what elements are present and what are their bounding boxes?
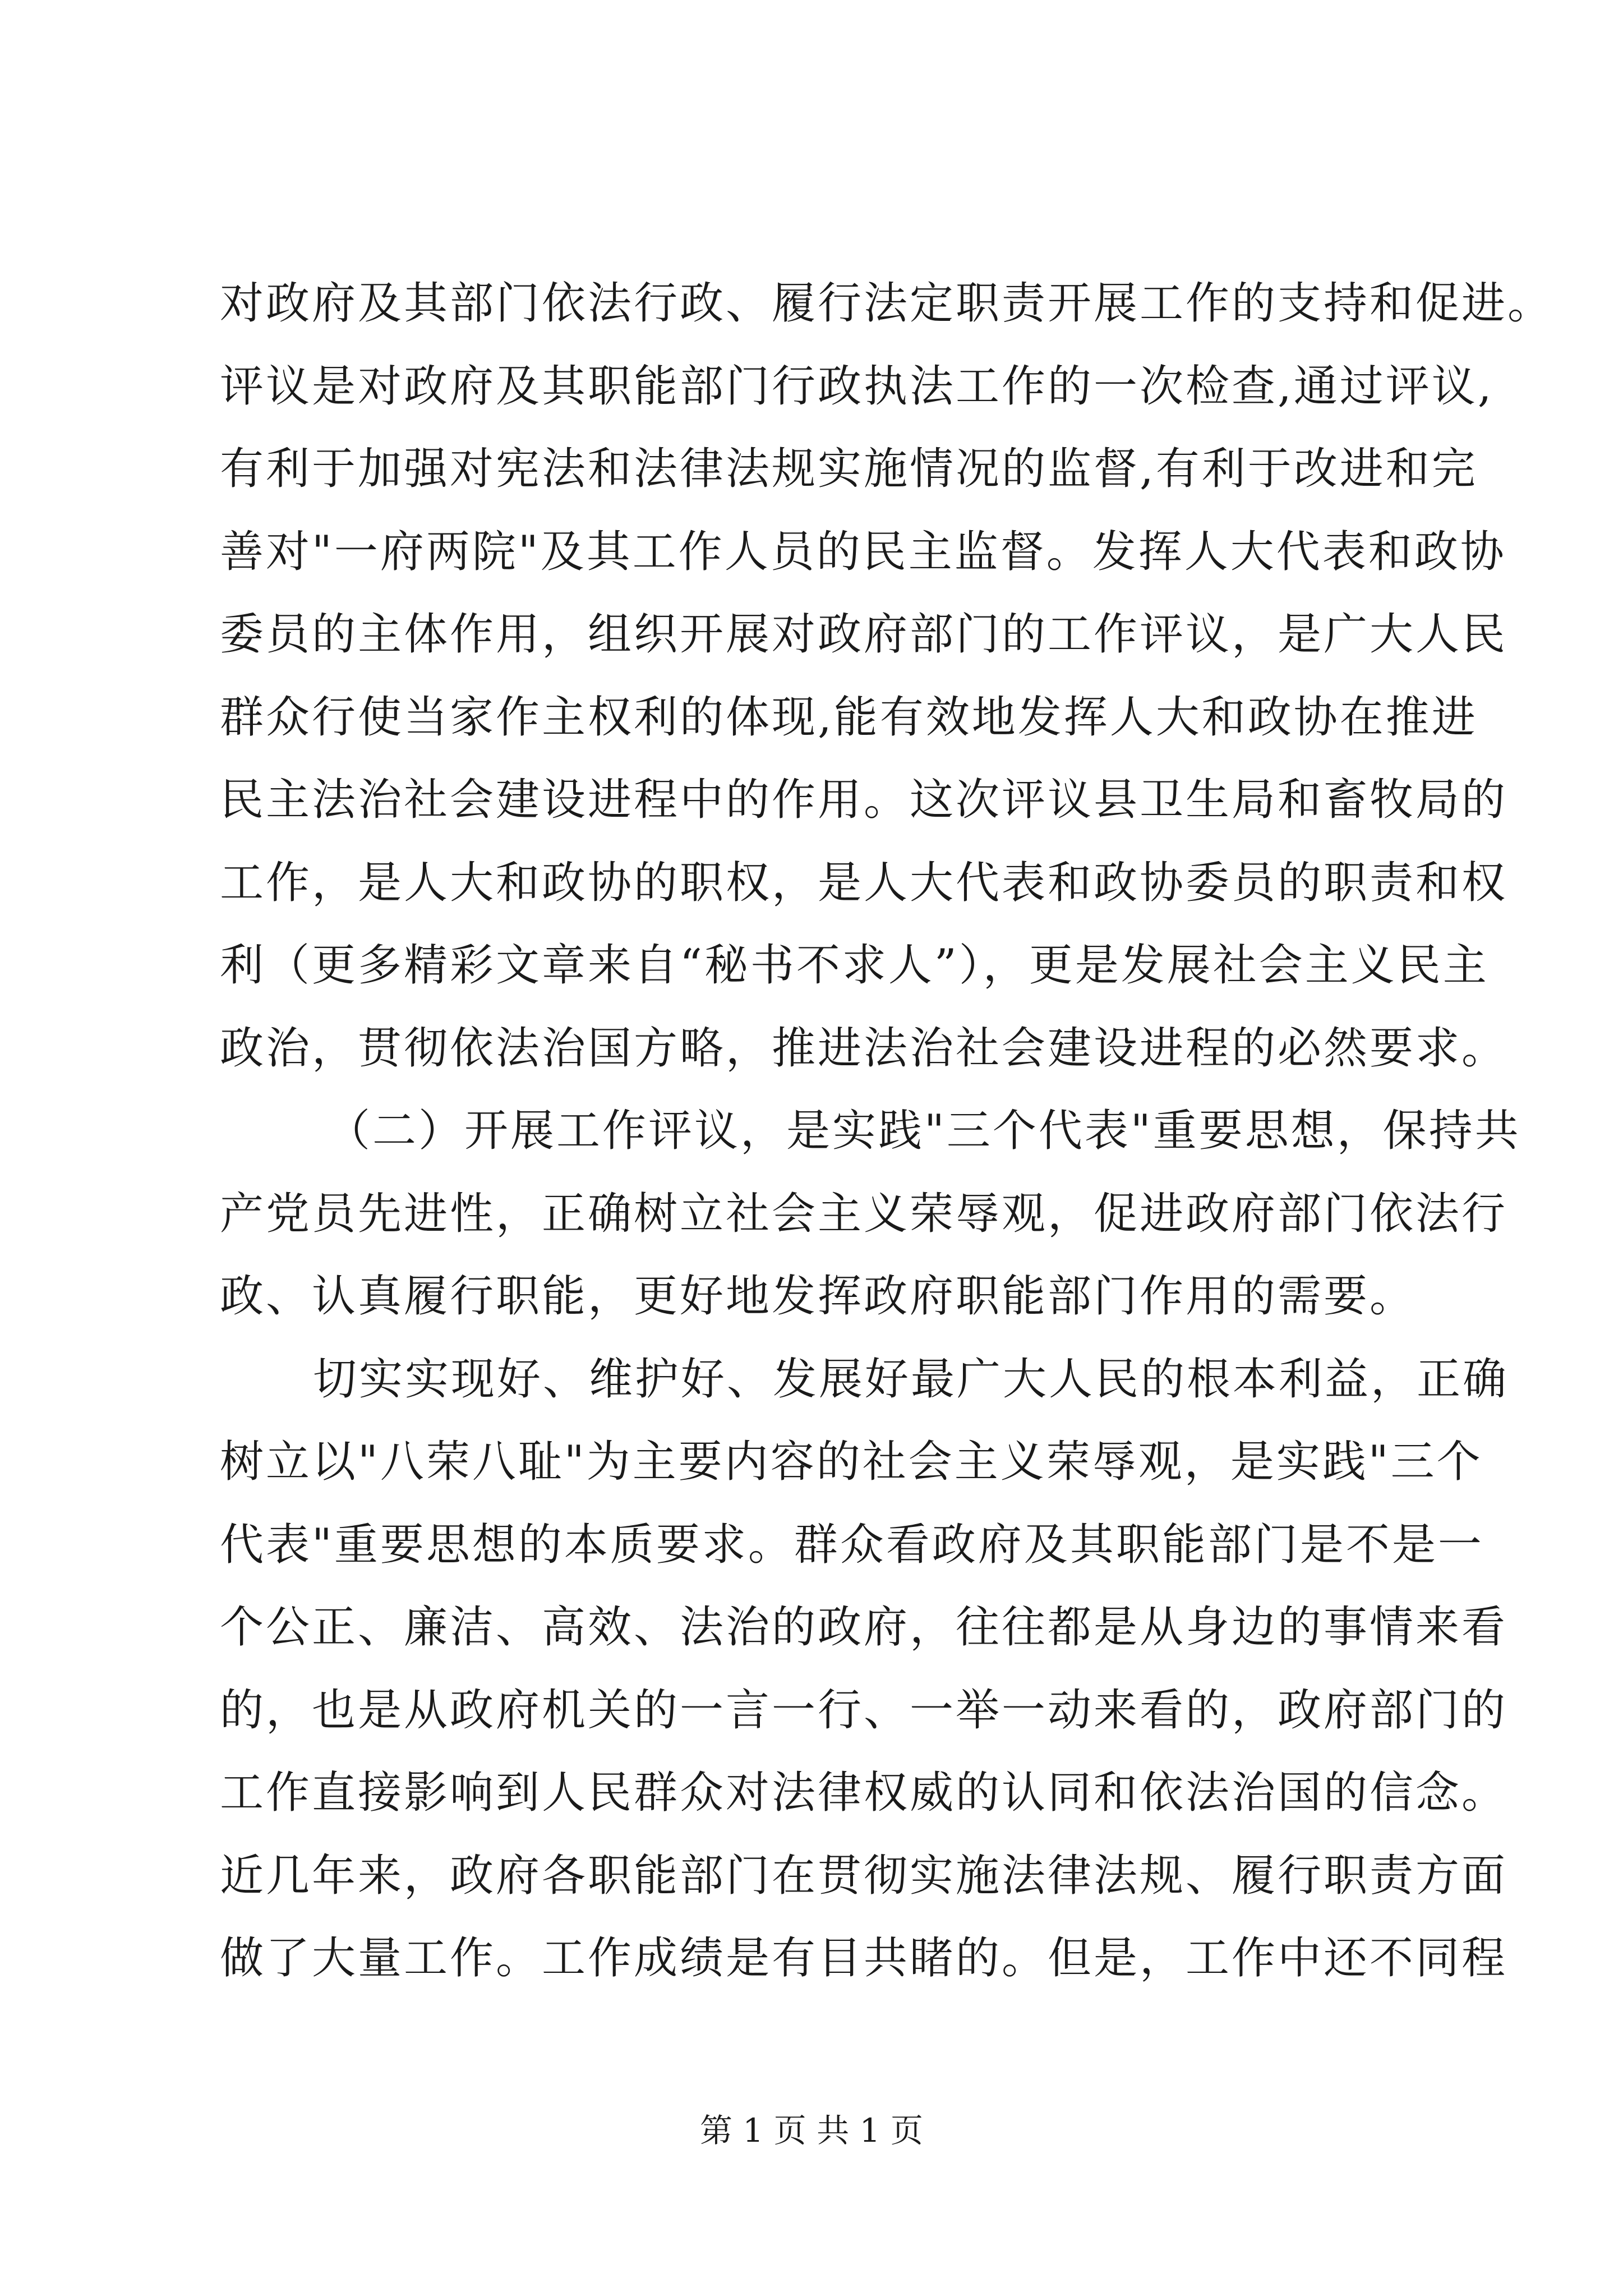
text-line: 评议是对政府及其职能部门行政执法工作的一次检查,通过评议, [220,361,1494,412]
text-line: 有利于加强对宪法和法律法规实施情况的监督,有利于改进和完 [220,444,1478,494]
text-line: 工作，是人大和政协的职权，是人大代表和政协委员的职责和权 [220,857,1508,908]
text-line: 善对"一府两院"及其工作人员的民主监督。发挥人大代表和政协 [220,526,1506,577]
text-line: 政治，贯彻依法治国方略，推进法治社会建设进程的必然要求。 [220,1023,1508,1074]
text-line: 利（更多精彩文章来自“秘书不求人”），更是发展社会主义民主 [220,940,1489,991]
text-line: 委员的主体作用，组织开展对政府部门的工作评议，是广大人民 [220,609,1508,660]
text-line: 工作直接影响到人民群众对法律权威的认同和依法治国的信念。 [220,1768,1508,1818]
text-line: 群众行使当家作主权利的体现,能有效地发挥人大和政协在推进 [220,692,1478,743]
text-line: 对政府及其部门依法行政、履行法定职责开展工作的支持和促进。 [220,278,1554,329]
text-line: 树立以"八荣八耻"为主要内容的社会主义荣辱观，是实践"三个 [220,1437,1483,1487]
text-line: 做了大量工作。工作成绩是有目共睹的。但是，工作中还不同程 [220,1933,1508,1984]
section-heading-line: （二）开展工作评议，是实践"三个代表"重要思想，保持共 [326,1106,1521,1156]
text-line: 政、认真履行职能，更好地发挥政府职能部门作用的需要。 [220,1271,1416,1322]
text-line: 代表"重要思想的本质要求。群众看政府及其职能部门是不是一 [220,1519,1484,1570]
text-line: 个公正、廉洁、高效、法治的政府，往往都是从身边的事情来看 [220,1602,1508,1653]
text-line: 民主法治社会建设进程中的作用。这次评议县卫生局和畜牧局的 [220,775,1508,825]
text-line: 近几年来，政府各职能部门在贯彻实施法律法规、履行职责方面 [220,1850,1508,1901]
page-number-footer: 第 1 页 共 1 页 [700,2111,923,2150]
document-body [220,263,1554,2000]
text-line: 产党员先进性，正确树立社会主义荣辱观，促进政府部门依法行 [220,1188,1508,1239]
paragraph-first-line: 切实实现好、维护好、发展好最广大人民的根本利益，正确 [313,1354,1509,1405]
text-line: 的，也是从政府机关的一言一行、一举一动来看的，政府部门的 [220,1685,1508,1736]
